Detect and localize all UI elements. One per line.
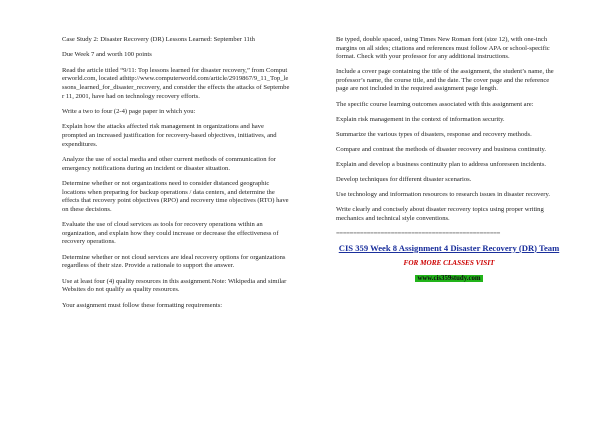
due-date: Due Week 7 and worth 100 points: [62, 51, 152, 59]
outcomes-intro: The specific course learning outcomes associated with this assignment are:: [336, 100, 534, 108]
left-column: [62, 36, 290, 317]
case-study-title: Case Study 2: Disaster Recovery (DR) Lessons Learned: September 11th: [62, 36, 255, 43]
right-column: [336, 36, 562, 290]
task-item: Analyze the use of social media and other current methods of communication for emergency notifications during an incident or disaster situation.: [62, 155, 276, 172]
task-item: Evaluate the use of cloud services as tools for recovery operations within an organization, and explain how they could increase or decrease the effectiveness of recovery operations.: [62, 221, 279, 246]
website-link[interactable]: www.cis359study.com: [417, 274, 481, 282]
outcome-item: Use technology and information resources to research issues in disaster recovery.: [336, 191, 550, 199]
outcome-item: Write clearly and concisely about disaster recovery topics using proper writing mechanics and technical style conventions.: [336, 206, 544, 222]
paper-instructions: Write a two to four (2-4) page paper in which you:: [62, 107, 196, 115]
resources-note: Use at least four (4) quality resources in this assignment.Note: Wikipedia and similar Websites do not qualify as quality resources.: [62, 277, 287, 294]
website-link-wrapper: [336, 275, 562, 284]
outcome-item: Explain risk management in the context of information security.: [336, 115, 505, 123]
article-instructions: Read the article titled “9/11: Top lessons learned for disaster recovery,” from Computerworld.com, located athttp://www.computerworld.com/article/2919867/9_11_Top_lessons_learned_for_disaster_recovery, and consider the effects the attacks of September 11, 2001, have had on technology recovery efforts.: [62, 66, 290, 100]
outcome-item: Compare and contrast the methods of disaster recovery and business continuity.: [336, 145, 546, 153]
assignment-link[interactable]: CIS 359 Week 8 Assignment 4 Disaster Recovery (DR) Team: [338, 242, 560, 253]
more-classes-text: FOR MORE CLASSES VISIT: [403, 259, 495, 267]
outcome-item: Summarize the various types of disasters, response and recovery methods.: [336, 130, 532, 138]
divider-line: ================================================: [336, 229, 501, 237]
outcome-item: Explain and develop a business continuity plan to address unforeseen incidents.: [336, 160, 547, 168]
task-item: Determine whether or not cloud services are ideal recovery options for organizations regardless of their size. Provide a rationale to support the answer.: [62, 253, 286, 270]
task-item: Determine whether or not organizations need to consider distanced geographic locations when preparing for backup operations / data centers, and determine the effects that recovery point objectives (RPO) and recovery time objectives (RTO) have on these decisions.: [62, 179, 289, 213]
cover-page-requirement: Include a cover page containing the title of the assignment, the student’s name, the professor’s name, the course title, and the date. The cover page and the reference page are not included in the required assignment page length.: [336, 68, 554, 93]
formatting-intro: Your assignment must follow these formatting requirements:: [62, 301, 223, 309]
task-item: Explain how the attacks affected risk management in organizations and have prompted an increased justification for recovery-based objectives, initiatives, and expenditures.: [62, 123, 277, 148]
formatting-requirement: Be typed, double spaced, using Times New Roman font (size 12), with one-inch margins on all sides; citations and references must follow APA or school-specific format. Check with your professor for any additional instructions.: [336, 36, 550, 61]
outcome-item: Develop techniques for different disaster scenarios.: [336, 176, 472, 184]
